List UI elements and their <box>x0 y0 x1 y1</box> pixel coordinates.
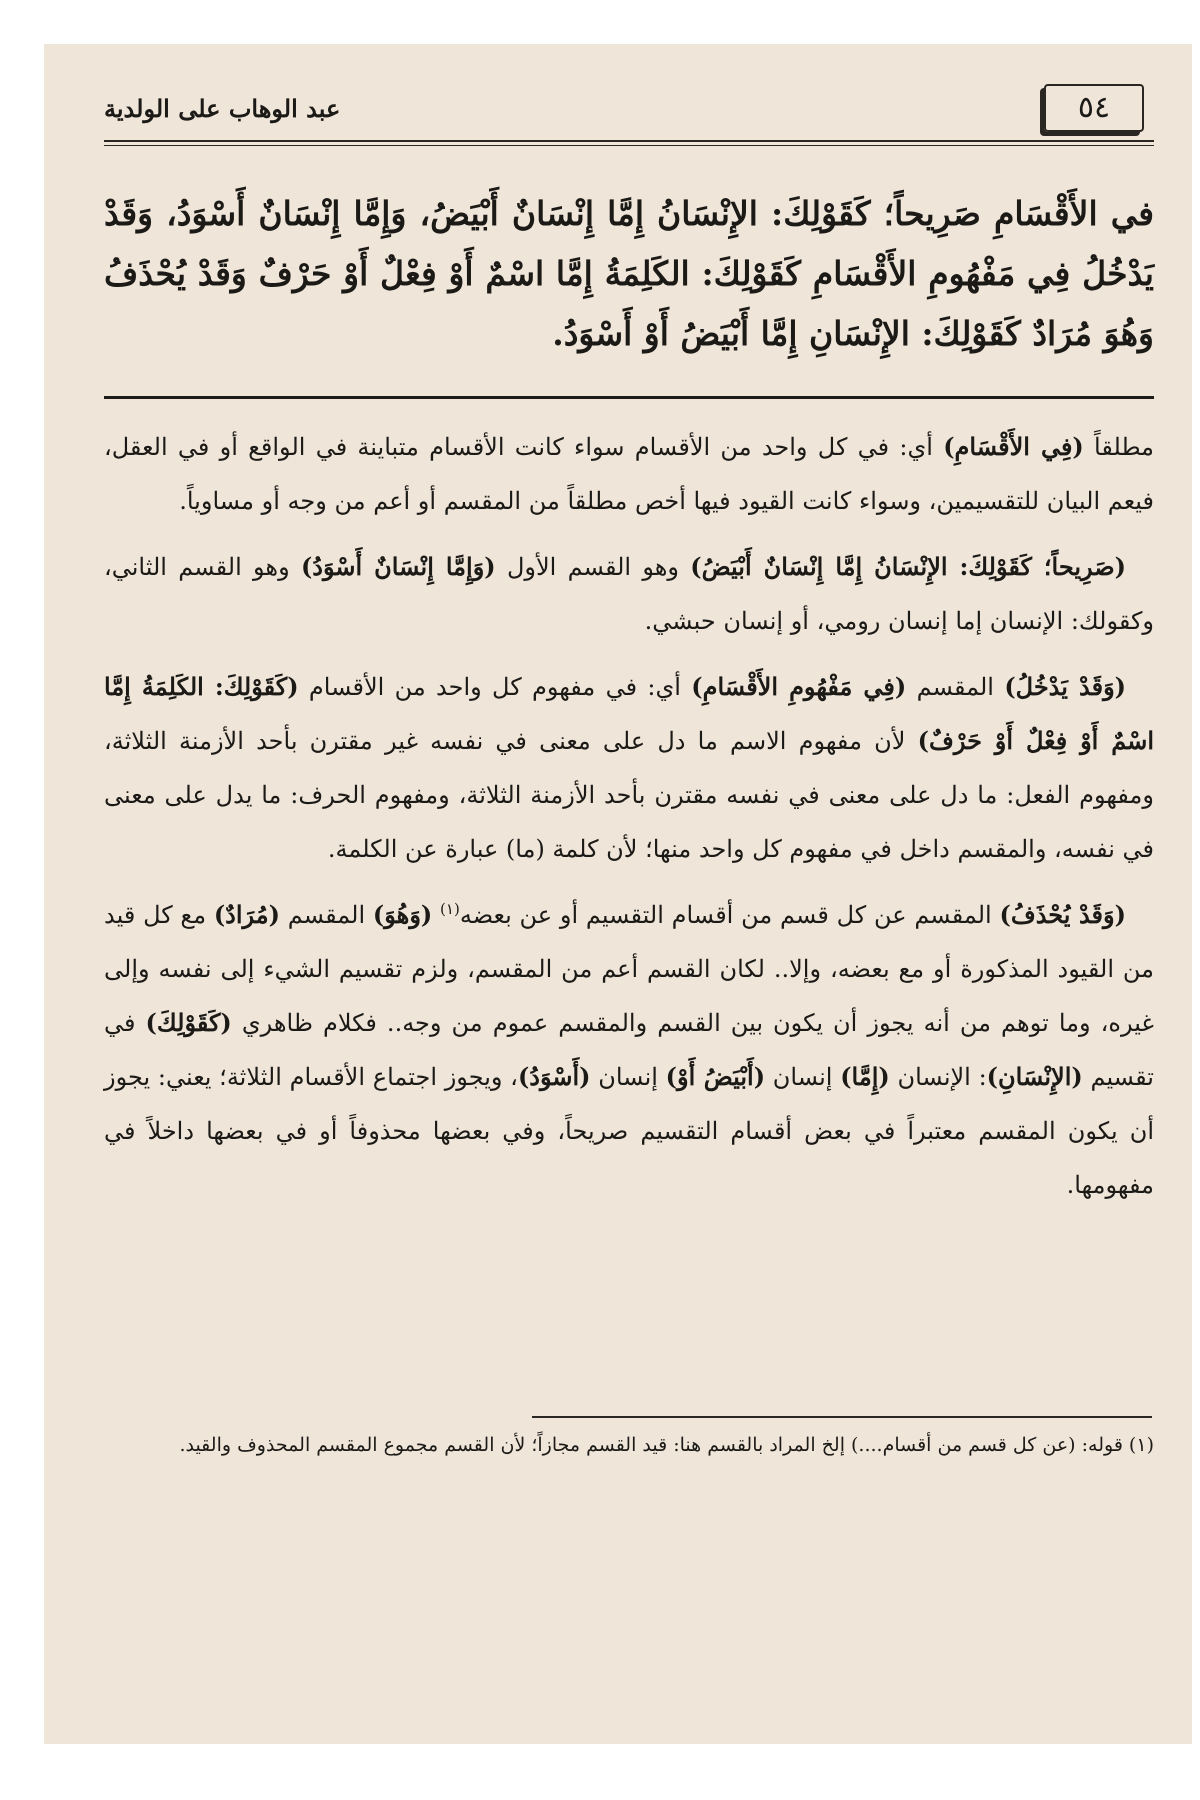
commentary-paragraph-2 <box>104 540 1154 648</box>
footnote-rule <box>532 1416 1152 1418</box>
text: إنسان <box>598 1063 658 1091</box>
text: مطلقاً <box>1094 433 1154 461</box>
text: أي: في مفهوم كل واحد من الأقسام <box>308 673 681 701</box>
commentary-paragraph-4 <box>104 888 1154 1212</box>
text: في تقسيم <box>104 1009 1154 1091</box>
footnote-marker[interactable]: (١) <box>440 900 460 918</box>
quoted-matn: (فِي الأَقْسَامِ) <box>943 432 1084 461</box>
quoted-matn: (كَقَوْلِكَ) <box>145 1008 232 1037</box>
book-page <box>44 44 1192 1744</box>
text: إنسان <box>772 1063 833 1091</box>
quoted-matn: (الإِنْسَانِ) <box>986 1062 1083 1091</box>
quoted-matn: (فِي مَفْهُومِ الأَقْسَامِ) <box>691 672 907 701</box>
footnotes <box>114 1426 1154 1464</box>
text: لأن مفهوم الاسم ما دل على معنى في نفسه غير مقترن بأحد الأزمنة الثلاثة، ومفهوم الفعل: ما دل على معنى في نفسه مقترن بأحد الأزمنة الثلاثة، ومفهوم الحرف: ما يدل على معنى في نفسه، والمقسم داخل في مفهوم كل واحد منها؛ لأن كلمة (ما) عبارة عن الكلمة. <box>104 727 1154 863</box>
commentary-paragraph-3 <box>104 660 1154 876</box>
commentary-text <box>104 420 1154 1224</box>
header-rule <box>104 140 1154 146</box>
quoted-matn: (وَقَدْ يَدْخُلُ) <box>1004 672 1127 701</box>
quoted-matn: (أَسْوَدُ) <box>517 1062 591 1091</box>
matn-text <box>104 184 1154 364</box>
quoted-matn: (وَقَدْ يُحْذَفُ) <box>999 900 1126 929</box>
page-header <box>104 84 1154 144</box>
section-divider <box>104 396 1154 399</box>
quoted-matn: (وَهُوَ) <box>372 900 433 929</box>
commentary-paragraph-1 <box>104 420 1154 528</box>
running-title: عبد الوهاب على الولدية <box>104 94 341 123</box>
quoted-matn: (صَرِيحاً؛ كَقَوْلِكَ: الإِنْسَانُ إِمَّا إِنْسَانٌ أَبْيَضُ) <box>690 552 1127 581</box>
text: ، ويجوز اجتماع الأقسام الثلاثة؛ يعني: يجوز أن يكون المقسم معتبراً في بعض أقسام التقسيم صريحاً، وفي بعضها محذوفاً أو في بعضها داخلاً في مفهومها. <box>104 1063 1154 1199</box>
text: المقسم عن كل قسم من أقسام التقسيم أو عن بعضه <box>459 901 992 929</box>
text: : الإنسان <box>897 1063 987 1091</box>
quoted-matn: (مُرَادٌ) <box>213 900 280 929</box>
quoted-matn: (أَبْيَضُ أَوْ) <box>665 1062 766 1091</box>
text: وهو القسم الثاني، وكقولك: الإنسان إما إنسان رومي، أو إنسان حبشي. <box>104 553 1154 635</box>
text: أي: في كل واحد من الأقسام سواء كانت الأقسام متباينة في الواقع أو في العقل، فيعم البيان للتقسيمين، وسواء كانت القيود فيها أخص مطلقاً من المقسم أو أعم من وجه أو مساوياً. <box>104 433 1154 515</box>
text: مع كل قيد من القيود المذكورة أو مع بعضه، وإلا.. لكان القسم أعم من المقسم، ولزم تقسيم الشيء إلى نفسه وإلى غيره، وما توهم من أنه يجوز أن يكون بين القسم والمقسم عموم من وجه.. فكلام ظاهري <box>104 901 1154 1037</box>
text: المقسم <box>287 901 366 929</box>
text: وهو القسم الأول <box>506 553 680 581</box>
quoted-matn: (وَإِمَّا إِنْسَانٌ أَسْوَدُ) <box>300 552 496 581</box>
text: المقسم <box>916 673 994 701</box>
quoted-matn: (كَقَوْلِكَ: الكَلِمَةُ إِمَّا اسْمٌ أَوْ فِعْلٌ أَوْ حَرْفٌ) <box>104 672 1154 755</box>
page-number: ٥٤ <box>1044 84 1144 132</box>
footnote-1: (١) قوله: (عن كل قسم من أقسام....) إلخ المراد بالقسم هنا: قيد القسم مجازاً؛ لأن القسم مجموع المقسم المحذوف والقيد. <box>179 1434 1154 1456</box>
quoted-matn: (إِمَّا) <box>840 1062 890 1091</box>
matn-paragraph: في الأَقْسَامِ صَرِيحاً؛ كَقَوْلِكَ: الإِنْسَانُ إِمَّا إِنْسَانٌ أَبْيَضُ، وَإِمَّا إِنْسَانٌ أَسْوَدُ، وَقَدْ يَدْخُلُ فِي مَفْهُومِ الأَقْسَامِ كَقَوْلِكَ: الكَلِمَةُ إِمَّا اسْمٌ أَوْ فِعْلٌ أَوْ حَرْفٌ وَقَدْ يُحْذَفُ وَهُوَ مُرَادٌ كَقَوْلِكَ: الإِنْسَانِ إِمَّا أَبْيَضُ أَوْ أَسْوَدُ. <box>104 194 1154 353</box>
